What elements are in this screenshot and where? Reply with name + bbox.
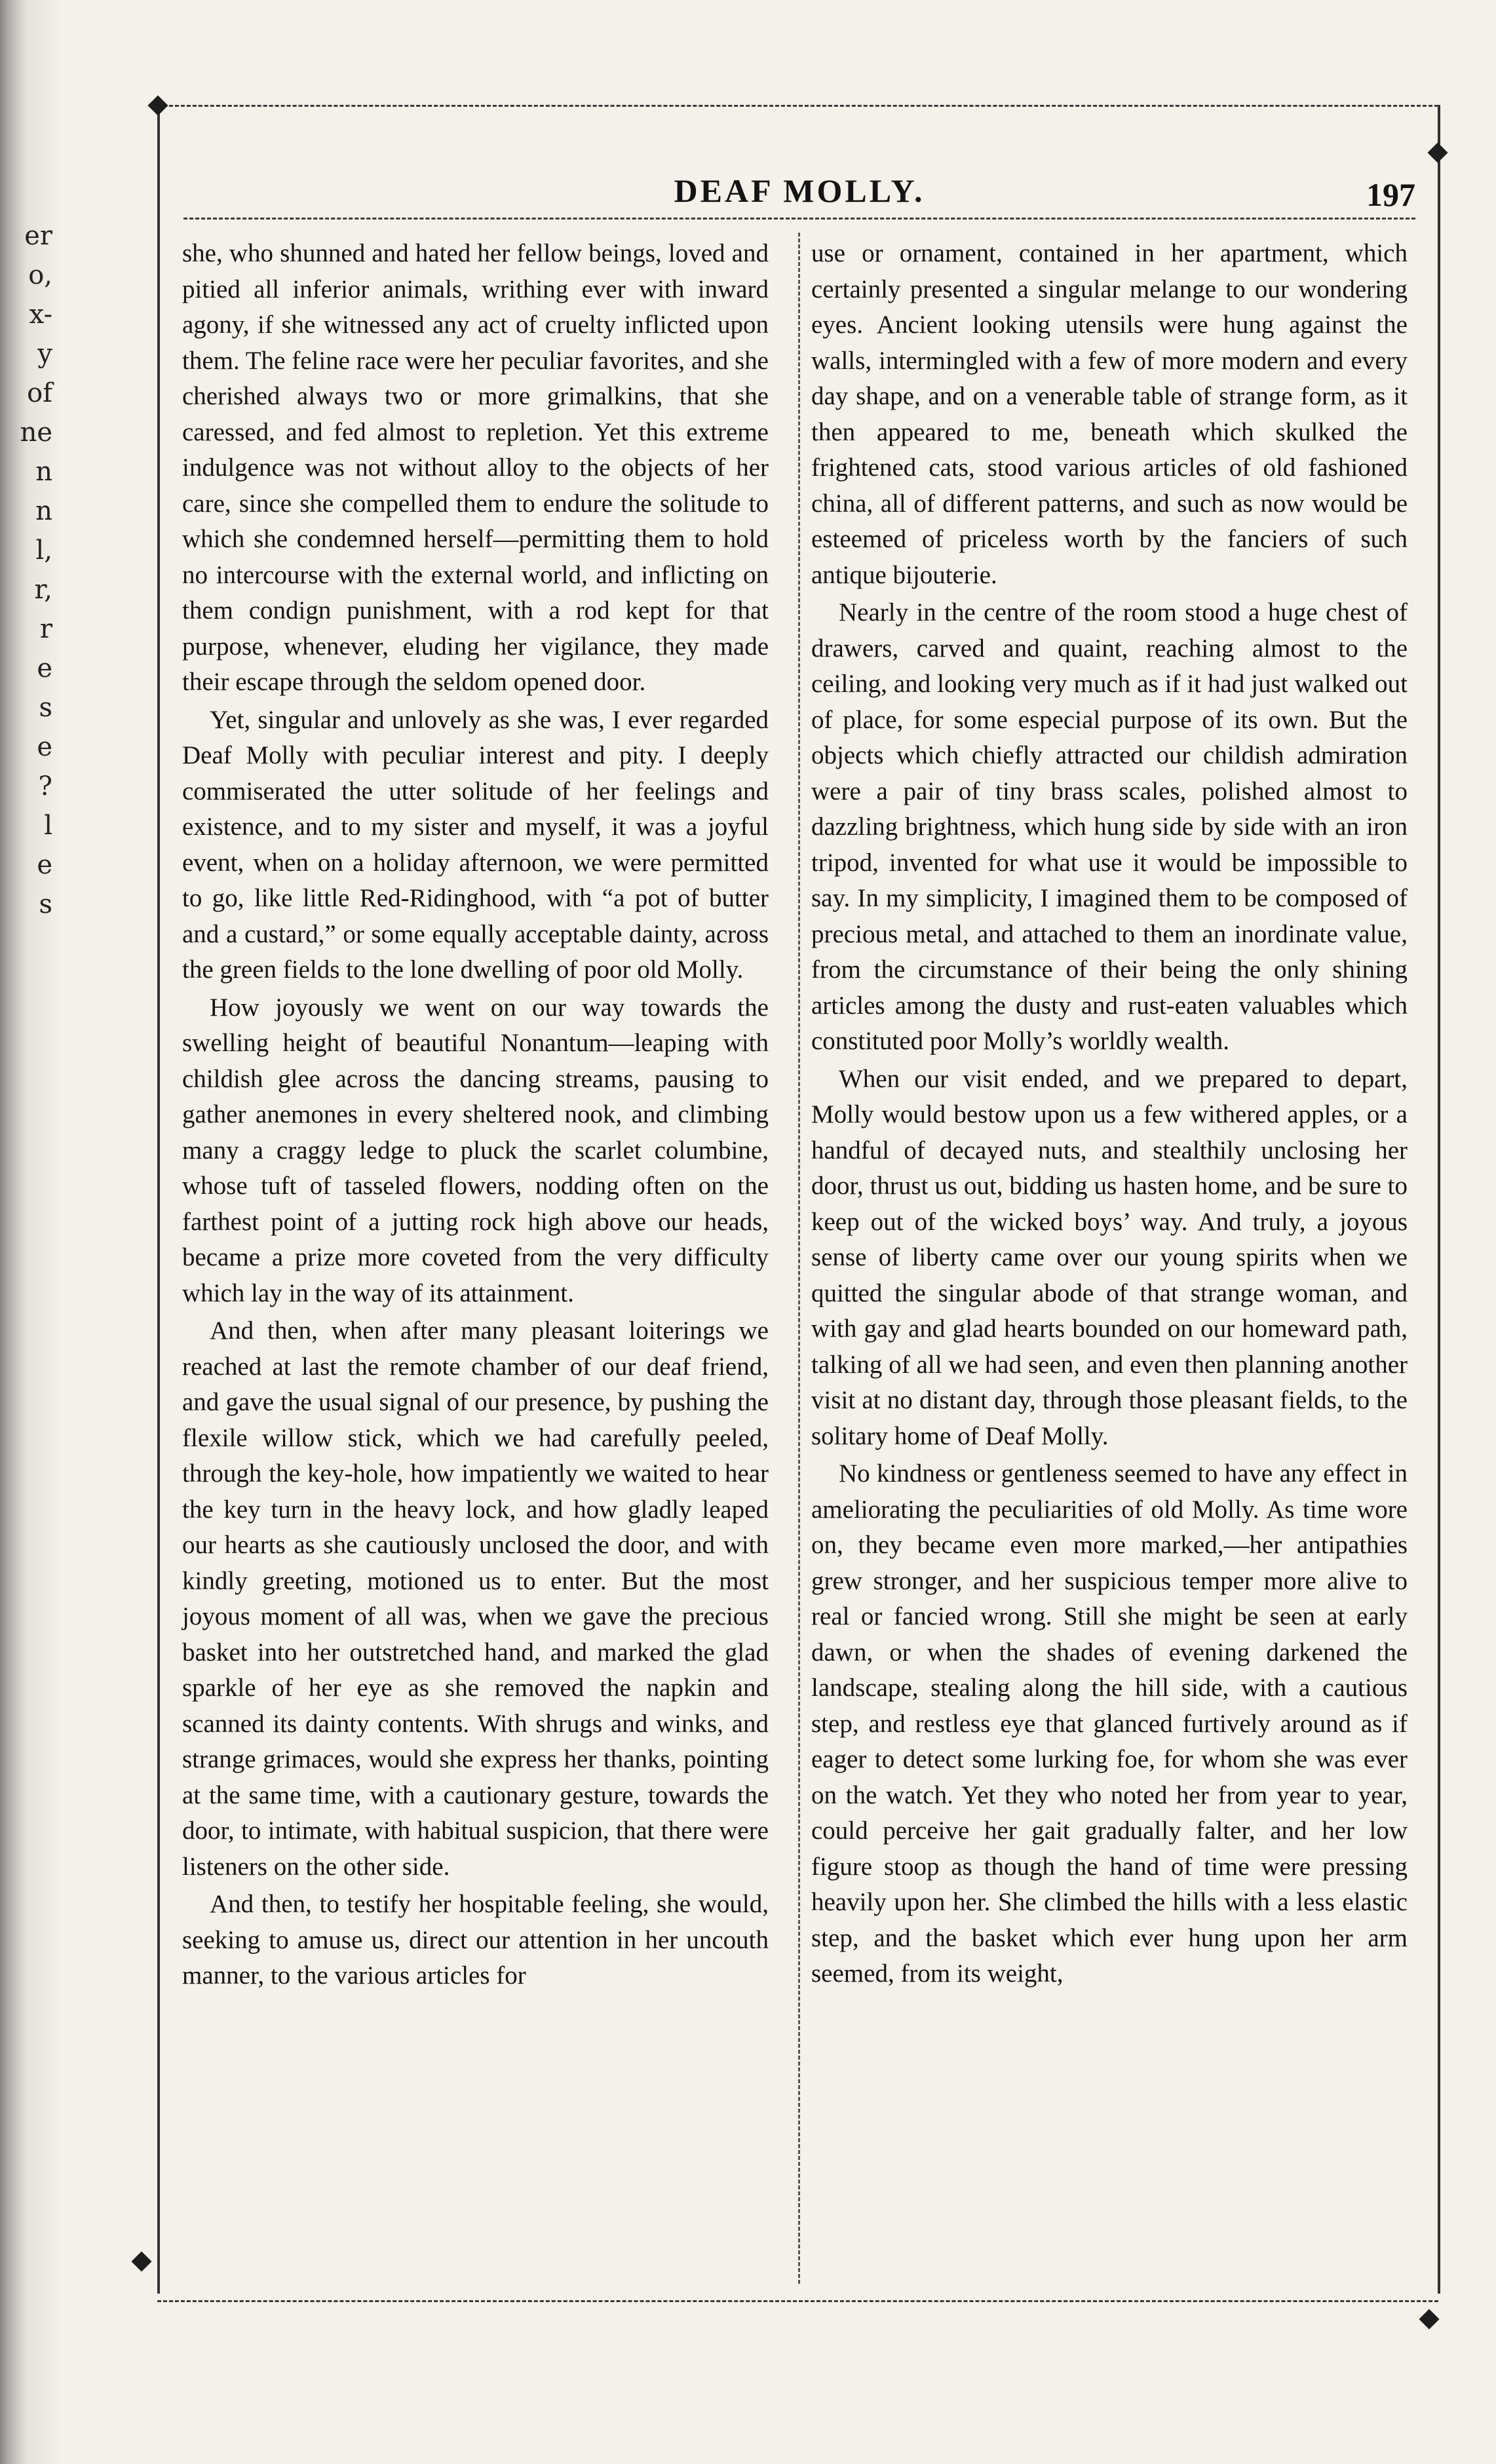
margin-fragment: e: [37, 732, 52, 762]
margin-fragment: r: [39, 614, 52, 644]
margin-fragment: e: [37, 653, 52, 683]
header-rule: [183, 208, 1415, 220]
margin-fragment: s: [39, 693, 52, 723]
margin-fragment: n: [35, 496, 52, 526]
margin-fragment: l,: [35, 535, 52, 566]
paragraph: And then, to testify her hospitable feeling, she would, seeking to amuse us, direct our attention in her uncouth manner, to the various articles for: [182, 1890, 769, 1990]
page-number: 197: [1366, 176, 1415, 213]
margin-fragment: of: [27, 378, 52, 408]
margin-fragment: x-: [29, 299, 52, 330]
paragraph: When our visit ended, and we prepared to depart, Molly would bestow upon us a few withered apples, or a handful of decayed nuts, and stealthily unclosing her door, thrust us out, bidding us hasten home, and be sure to keep out of the wicked boys’ way. And truly, a joyous sense of liberty came over our young spirits when we quitted the singular abode of that strange woman, and with gay and glad hearts bounded on our homeward path, talking of all we had seen, and even then planning another visit at no distant day, through those pleasant fields, to the solitary home of Deaf Molly.: [811, 1064, 1408, 1450]
margin-fragment: n: [35, 457, 52, 487]
paragraph: No kindness or gentleness seemed to have any effect in ameliorating the peculiarities of old Molly. As time wore on, they became even more marked,—her antipathies grew stronger, and her suspicious temper more alive to real or fancied wrong. Still she might be seen at early dawn, or when the shades of evening darkened the landscape, stealing along the hill side, with a cautious step, and restless eye that glanced furtively around as if eager to detect some lurking foe, for whom she was ever on the watch. Yet they who noted her from year to year, could perceive her gait gradually falter, and her low figure stoop as though the hand of time were pressing heavily upon her. She climbed the hills with a less elastic step, and the basket which ever hung upon her arm seemed, from its weight,: [811, 1459, 1408, 1988]
left-column: [182, 236, 769, 1994]
previous-page-margin-text: [7, 216, 52, 924]
margin-fragment: e: [37, 850, 52, 880]
paragraph: How joyously we went on our way towards the swelling height of beautiful Nonantum—leaping with childish glee across the dancing streams, pausing to gather anemones in every sheltered nook, and climbing many a craggy ledge to pluck the scarlet columbine, whose tuft of tasseled flowers, nodding often on the farthest point of a jutting rock high above our heads, became a prize more coveted from the very difficulty which lay in the way of its attainment.: [182, 993, 769, 1307]
running-title: DEAF MOLLY.: [674, 172, 925, 209]
right-column: [811, 236, 1408, 1992]
margin-fragment: r,: [34, 575, 52, 605]
paragraph: Yet, singular and unlovely as she was, I ever regarded Deaf Molly with peculiar interest and pity. I deeply commiserated the utter solitude of her feelings and existence, and to my sister and myself, it was a joyful event, when on a holiday afternoon, we were permitted to go, like little Red-Ridinghood, with “a pot of butter and a custard,” or some equally acceptable dainty, across the green fields to the lone dwelling of poor old Molly.: [182, 705, 769, 984]
margin-fragment: o,: [28, 260, 52, 290]
margin-fragment: er: [24, 221, 52, 251]
bottom-ornamental-rule: [157, 2300, 1438, 2317]
paragraph: And then, when after many pleasant loiterings we reached at last the remote chamber of our deaf friend, and gave the usual signal of our presence, by pushing the flexile willow stick, which we had carefully peeled, through the key-hole, how impatiently we waited to hear the key turn in the heavy lock, and how gladly leaped our hearts as she cautiously unclosed the door, and with kindly greeting, motioned us to enter. But the most joyous moment of all was, when we gave the precious basket into her outstretched hand, and marked the glad sparkle of her eye as she removed the napkin and scanned its dainty contents. With shrugs and winks, and strange grimaces, would she express her thanks, pointing at the same time, with a cautionary gesture, towards the door, to intimate, with habitual suspicion, that there were listeners on the other side.: [182, 1317, 769, 1881]
margin-fragment: s: [39, 889, 52, 919]
top-ornamental-rule: [157, 105, 1438, 121]
column-divider: [798, 233, 800, 2284]
margin-fragment: l: [44, 811, 52, 841]
paragraph: she, who shunned and hated her fellow beings, loved and pitied all inferior animals, writhing ever with inward agony, if she witnessed any act of cruelty inflicted upon them. The feline race were her peculiar favorites, and she cherished always two or more grimalkins, that she caressed, and fed almost to repletion. Yet this extreme indulgence was not without alloy to the objects of her care, since she compelled them to endure the solitude to which she condemned herself—permitting them to hold no intercourse with the external world, and inflicting on them condign punishment, with a rod kept for that purpose, whenever, eluding her vigilance, they made their escape through the seldom opened door.: [182, 239, 769, 696]
paragraph: use or ornament, contained in her apartment, which certainly presented a singular melange to our wondering eyes. Ancient looking utensils were hung against the walls, intermingled with a few of more modern and every day shape, and on a venerable table of strange form, as it then appeared to me, beneath which skulked the frightened cats, stood various articles of old fashioned china, all of different patterns, and such as now would be esteemed of priceless worth by the fanciers of such antique bijouterie.: [811, 239, 1408, 589]
corner-ornament-bottom-left: [131, 2251, 151, 2271]
margin-fragment: ne: [20, 417, 52, 448]
margin-fragment: ?: [38, 771, 52, 801]
margin-fragment: y: [37, 339, 52, 369]
paragraph: Nearly in the centre of the room stood a huge chest of drawers, carved and quaint, reaching almost to the ceiling, and looking very much as if it had just walked out of place, for some especial purpose of its own. But the objects which chiefly attracted our childish admiration were a pair of tiny brass scales, polished almost to dazzling brightness, which hung side by side with an iron tripod, invented for what use it would be impossible to say. In my simplicity, I imagined them to be composed of precious metal, and attached to them an inordinate value, from the circumstance of their being the only shining articles among the dusty and rust-eaten valuables which constituted poor Molly’s worldly wealth.: [811, 598, 1408, 1055]
